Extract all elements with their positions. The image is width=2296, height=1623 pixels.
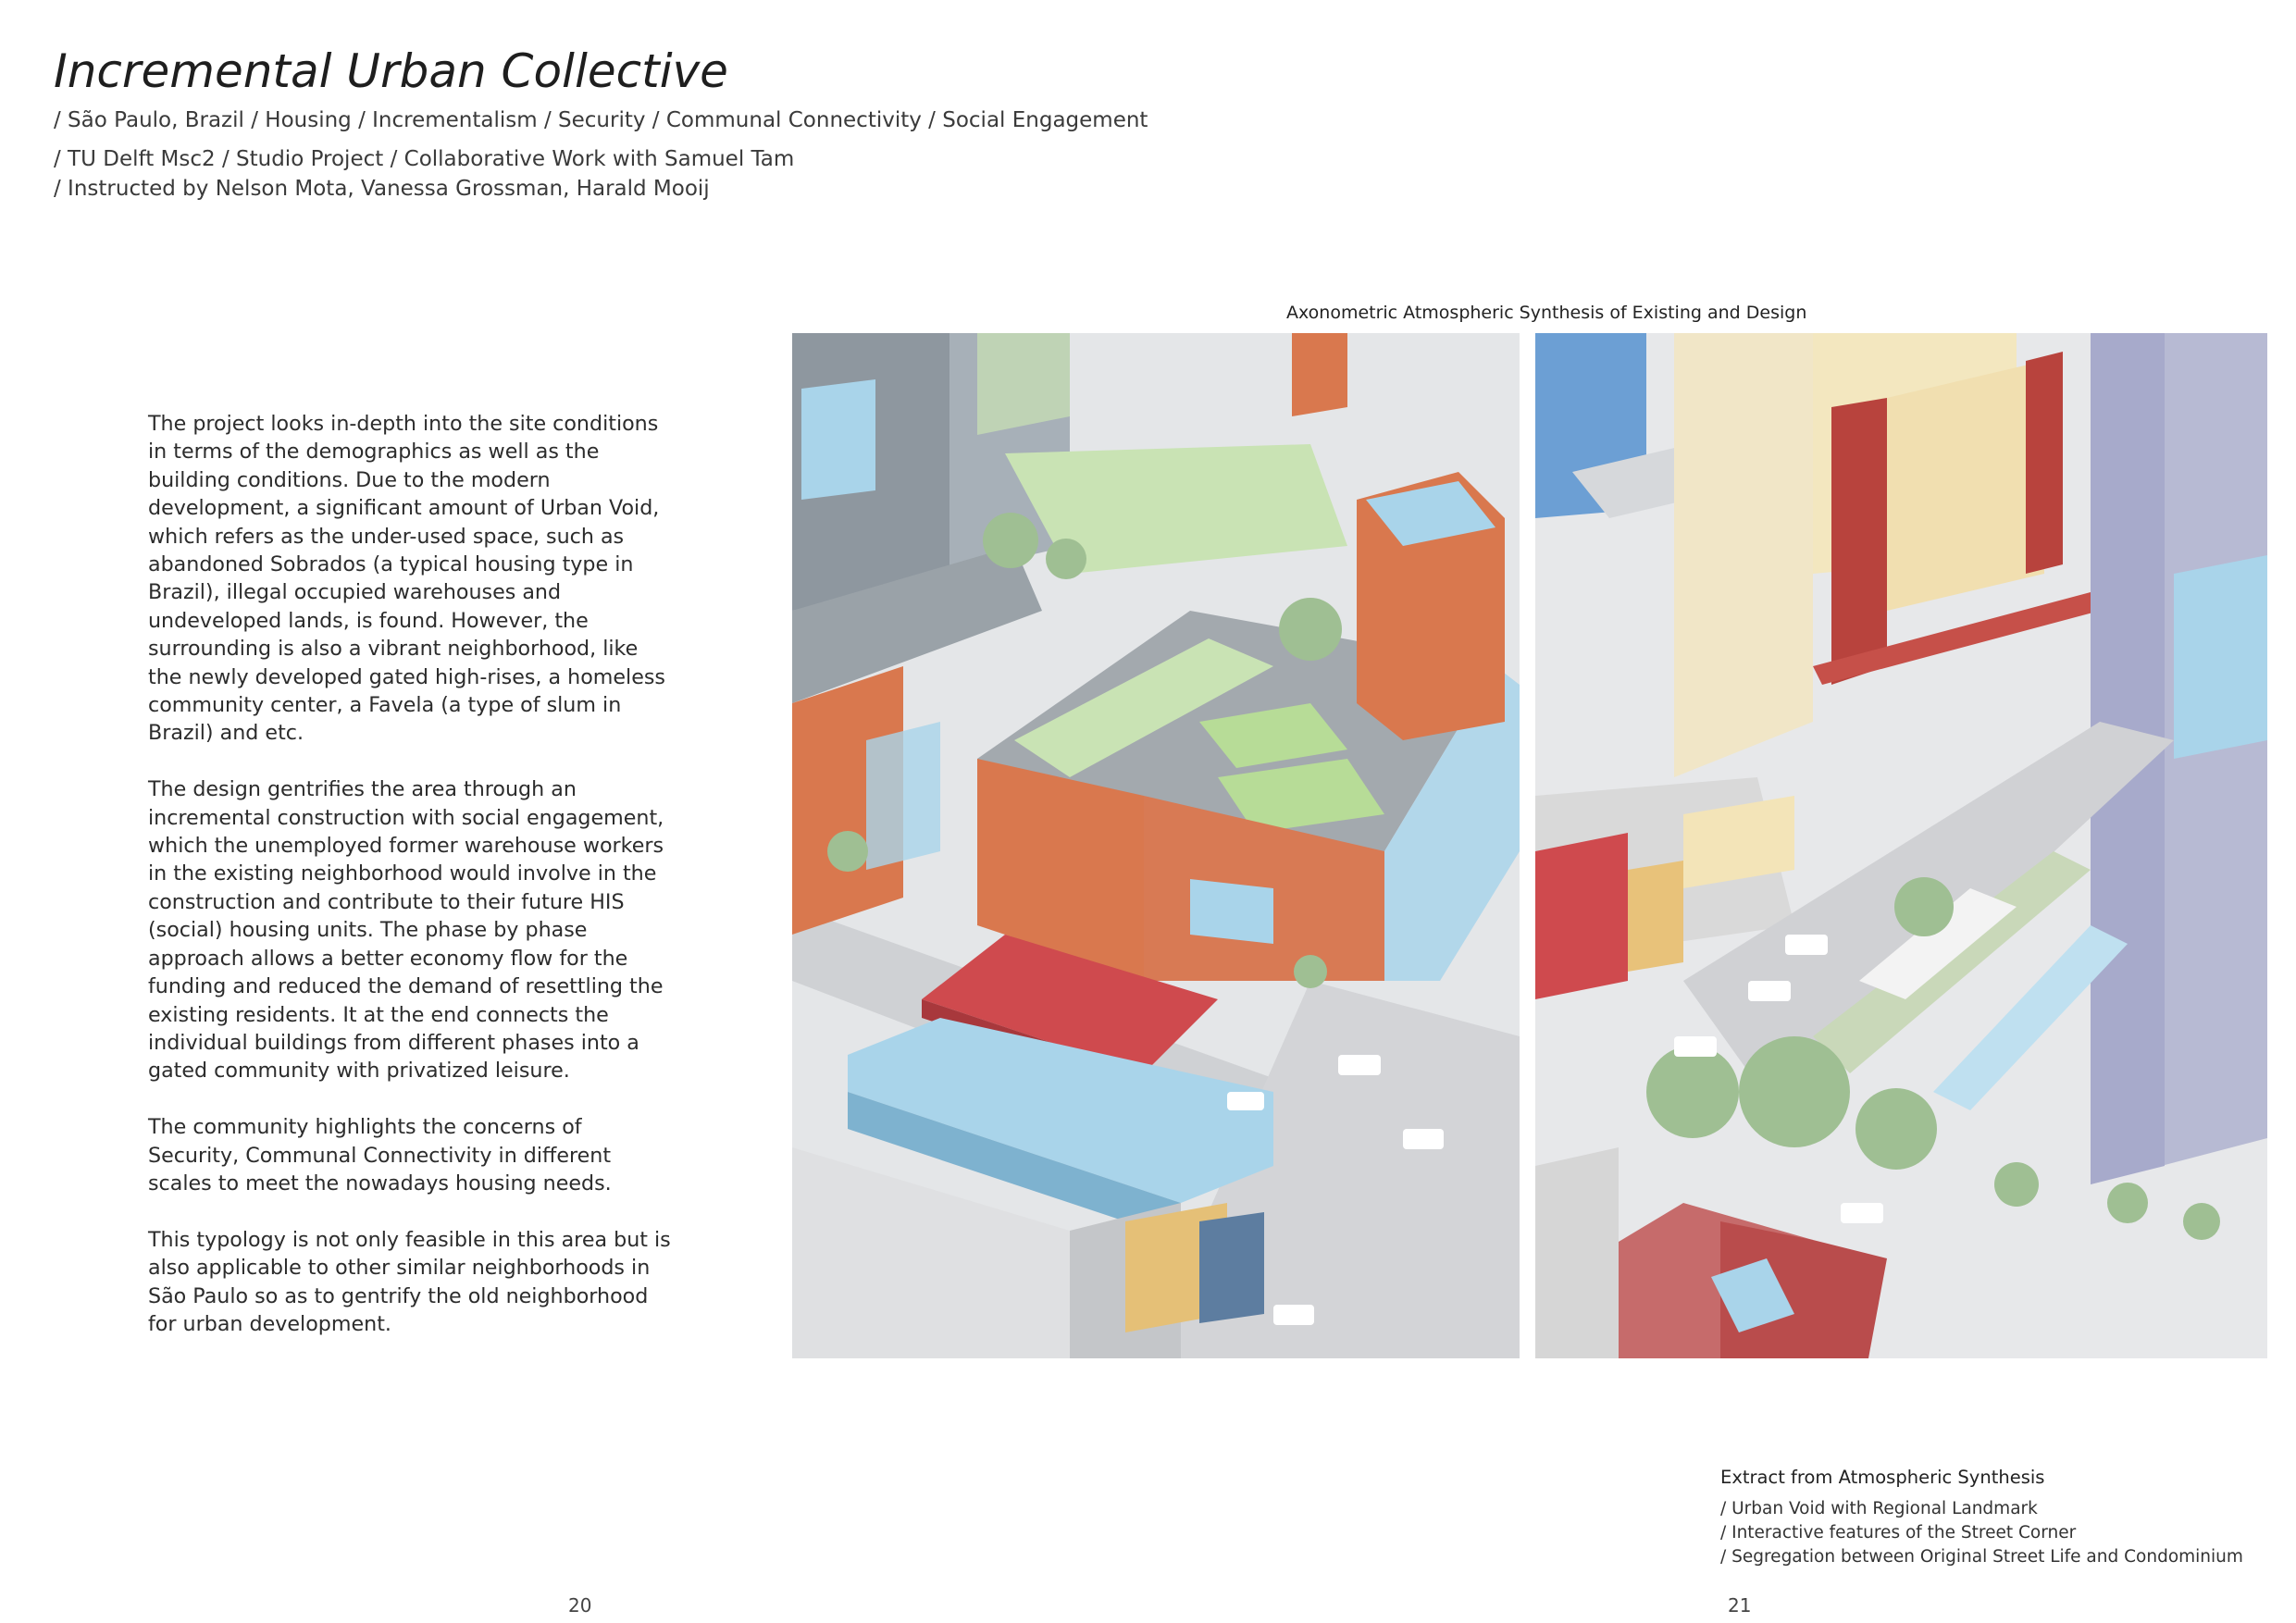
project-tags: / São Paulo, Brazil / Housing / Incrementalism / Security / Communal Connectivity / Social Engagement — [54, 108, 1148, 132]
description-paragraph: This typology is not only feasible in this area but is also applicable to other similar neighborhoods in São Paulo so as to gentrify the old neighborhood for urban development. — [148, 1227, 671, 1336]
extract-item: / Segregation between Original Street Life and Condominium — [1720, 1547, 2243, 1567]
extract-heading: Extract from Atmospheric Synthesis — [1720, 1467, 2045, 1488]
extract-item: / Urban Void with Regional Landmark — [1720, 1499, 2038, 1518]
description-paragraph: The community highlights the concerns of Security, Communal Connectivity in different scales to meet the nowadays housing needs. — [148, 1115, 612, 1196]
page-number-left: 20 — [568, 1594, 592, 1617]
project-context: / TU Delft Msc2 / Studio Project / Collaborative Work with Samuel Tam — [54, 147, 795, 171]
figure-caption: Axonometric Atmospheric Synthesis of Existing and Design — [1286, 303, 1807, 323]
page-number-right: 21 — [1728, 1594, 1752, 1617]
axonometric-illustration-left — [792, 333, 1520, 1358]
page-title: Incremental Urban Collective — [54, 44, 728, 98]
description-paragraph: The project looks in-depth into the site conditions in terms of the demographics as well as the building conditions. Due to the modern development, a significant amount of Urban Void, which refers as the under-used space, such as abandoned Sobrados (a typical housing type in Brazil), illegal occupied warehouses and undeveloped lands, is found. However, the surrounding is also a vibrant neighborhood, like the newly developed gated high-rises, a homeless community center, a Favela (a type of slum in Brazil) and etc. — [148, 412, 665, 746]
axonometric-illustration-right — [1535, 333, 2267, 1358]
project-instructors: / Instructed by Nelson Mota, Vanessa Grossman, Harald Mooij — [54, 177, 710, 201]
extract-item: / Interactive features of the Street Corner — [1720, 1523, 2077, 1542]
description-paragraph: The design gentrifies the area through an incremental construction with social engagement, which the unemployed former warehouse workers in the existing neighborhood would involve in the construction and contribute to their future HIS (social) housing units. The phase by phase approach allows a better economy flow for the funding and reduced the demand of resettling the existing residents. It at the end connects the individual buildings from different phases into a gated community with privatized leisure. — [148, 777, 664, 1084]
extract-notes — [1720, 1467, 2243, 1569]
project-description — [148, 410, 676, 1367]
